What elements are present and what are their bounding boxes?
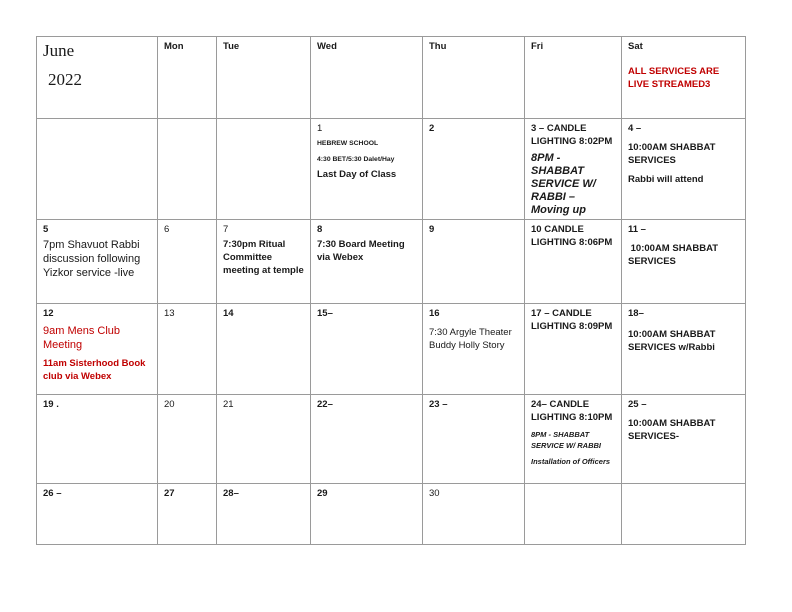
day-cell-11 (622, 220, 746, 304)
day-cell-26 (37, 484, 158, 545)
day-number: 22– (317, 399, 333, 410)
candle-lighting-text: 3 – CANDLE LIGHTING 8:02PM (531, 123, 613, 147)
day-number: 30 (429, 488, 440, 499)
day-number: 13 (164, 308, 175, 319)
calendar-table (36, 36, 746, 545)
day-header-mon: Mon (164, 41, 184, 52)
week-row-5 (37, 484, 746, 545)
day-cell-27 (158, 484, 217, 545)
day-number: 16 (429, 308, 440, 319)
event-text: 10:00AM SHABBAT SERVICES (628, 142, 716, 166)
day-number: 27 (164, 488, 175, 499)
fri-header-cell (525, 37, 622, 119)
day-number: 19 . (43, 399, 59, 410)
day-number: 21 (223, 399, 234, 410)
tue-header-cell (217, 37, 311, 119)
day-number: 6 (164, 224, 170, 235)
day-cell-18 (622, 304, 746, 395)
day-cell-16 (423, 304, 525, 395)
day-cell-13 (158, 304, 217, 395)
day-header-sat: Sat (628, 41, 643, 52)
sat-header-cell (622, 37, 746, 119)
event-text: 7pm Shavuot Rabbi discussion following Yizkor service -live (43, 239, 141, 279)
day-cell-empty (217, 119, 311, 220)
day-cell-22 (311, 395, 423, 484)
day-number: 25 – (628, 399, 647, 410)
day-cell-20 (158, 395, 217, 484)
candle-lighting-text: 17 – CANDLE LIGHTING 8:09PM (531, 308, 613, 332)
day-cell-1 (311, 119, 423, 220)
day-number: 12 (43, 308, 54, 319)
week-row-2 (37, 220, 746, 304)
day-number: 2 (429, 123, 435, 134)
event-text: 10:00AM SHABBAT SERVICES w/Rabbi (628, 329, 716, 353)
event-text: 8PM - SHABBAT SERVICE W/ RABBI (531, 430, 602, 450)
day-number: 28– (223, 488, 239, 499)
day-cell-empty (622, 484, 746, 545)
day-number: 5 (43, 224, 49, 235)
day-cell-23 (423, 395, 525, 484)
event-text: 10:00AM SHABBAT SERVICES (628, 243, 721, 267)
day-cell-15 (311, 304, 423, 395)
day-header-fri: Fri (531, 41, 544, 52)
day-number: 4 – (628, 123, 642, 134)
thu-header-cell (423, 37, 525, 119)
day-number: 15– (317, 308, 333, 319)
day-cell-28 (217, 484, 311, 545)
day-cell-8 (311, 220, 423, 304)
day-cell-10 (525, 220, 622, 304)
day-number: 8 (317, 224, 323, 235)
event-text: 9am Mens Club Meeting (43, 325, 121, 351)
week-row-3 (37, 304, 746, 395)
day-cell-14 (217, 304, 311, 395)
event-text: 10:00AM SHABBAT SERVICES- (628, 418, 716, 442)
day-cell-29 (311, 484, 423, 545)
day-cell-7 (217, 220, 311, 304)
day-number: 1 (317, 123, 323, 134)
day-number: 9 (429, 224, 435, 235)
day-cell-empty (158, 119, 217, 220)
day-cell-21 (217, 395, 311, 484)
event-text: 8PM - SHABBAT SERVICE W/ RABBI – Moving up (531, 152, 596, 216)
week-row-4 (37, 395, 746, 484)
day-cell-empty (37, 119, 158, 220)
day-cell-3 (525, 119, 622, 220)
month-cell (37, 37, 158, 119)
day-cell-2 (423, 119, 525, 220)
day-header-tue: Tue (223, 41, 240, 52)
candle-lighting-text: 24– CANDLE LIGHTING 8:10PM (531, 399, 613, 423)
day-cell-25 (622, 395, 746, 484)
event-text: 4:30 BET/5:30 Dalet/Hay (317, 156, 395, 163)
day-number: 29 (317, 488, 328, 499)
day-cell-5 (37, 220, 158, 304)
day-number: 14 (223, 308, 234, 319)
day-cell-19 (37, 395, 158, 484)
event-text: 11am Sisterhood Book club via Webex (43, 358, 146, 382)
event-text: Last Day of Class (317, 169, 397, 180)
header-row (37, 37, 746, 119)
day-number: 23 – (429, 399, 448, 410)
wed-header-cell (311, 37, 423, 119)
day-cell-30 (423, 484, 525, 545)
event-text: Installation of Officers (531, 457, 611, 466)
day-cell-24 (525, 395, 622, 484)
day-number: 20 (164, 399, 175, 410)
year-title: 2022 (48, 70, 82, 89)
event-text: 7:30 Argyle Theater Buddy Holly Story (429, 327, 512, 351)
day-cell-17 (525, 304, 622, 395)
day-cell-9 (423, 220, 525, 304)
day-cell-empty (525, 484, 622, 545)
event-text: 7:30 Board Meeting via Webex (317, 239, 405, 263)
event-text: HEBREW SCHOOL (317, 140, 379, 147)
event-text: Rabbi will attend (628, 174, 704, 185)
week-row-1 (37, 119, 746, 220)
day-number: 18– (628, 308, 644, 319)
event-text: 7:30pm Ritual Committee meeting at temple (223, 239, 304, 276)
mon-header-cell (158, 37, 217, 119)
day-cell-4 (622, 119, 746, 220)
day-cell-12 (37, 304, 158, 395)
day-number: 11 – (628, 224, 646, 235)
livestream-note: ALL SERVICES ARE LIVE STREAMED3 (628, 66, 720, 90)
day-cell-6 (158, 220, 217, 304)
candle-lighting-text: 10 CANDLE LIGHTING 8:06PM (531, 224, 613, 248)
day-header-wed: Wed (317, 41, 337, 52)
day-header-thu: Thu (429, 41, 447, 52)
day-number: 7 (223, 224, 229, 235)
day-number: 26 – (43, 488, 62, 499)
month-title: June (43, 41, 75, 60)
